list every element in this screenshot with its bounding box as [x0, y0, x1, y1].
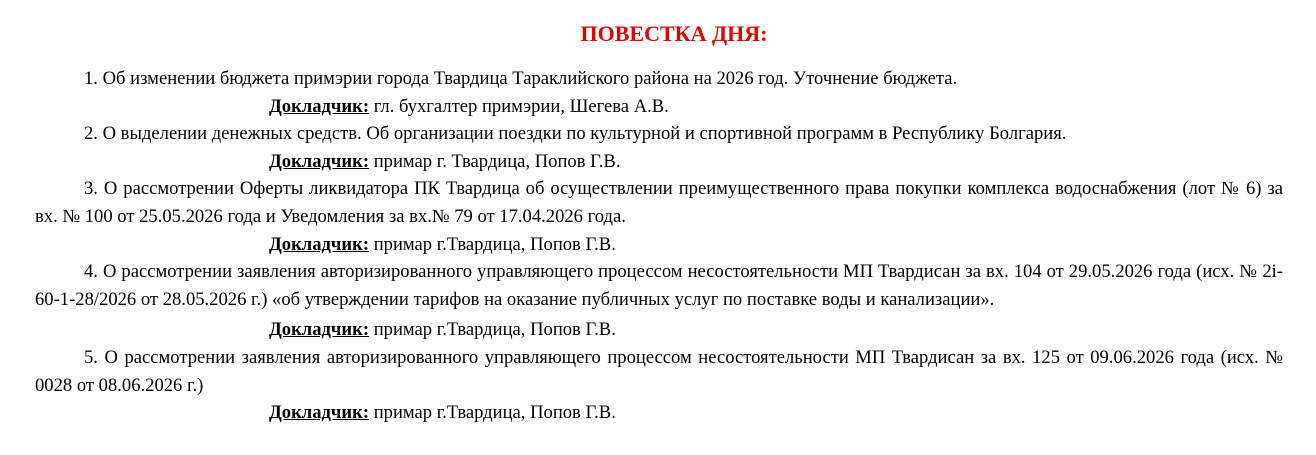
agenda-item-4	[35, 258, 1283, 313]
agenda-item-2	[35, 120, 1283, 148]
speaker-label: Докладчик:	[269, 319, 370, 341]
speaker-name: примар г. Твардица, Попов Г.В.	[369, 150, 621, 172]
speaker-line-2	[35, 148, 1283, 176]
agenda-item-text: О рассмотрении Оферты ликвидатора ПК Твардица об осуществлении преимущественного права покупки комплекса водоснабжения (лот № 6) за вх. № 100 от 25.05.2026 года и Уведомления за вх.№ 79 от 17.04.2026 года.	[35, 178, 1283, 227]
speaker-name: гл. бухгалтер примэрии, Шегева А.В.	[369, 95, 669, 117]
agenda-item-text: О рассмотрении заявления авторизированного управляющего процессом несостоятельности МП Твардисан за вх. 125 от 09.06.2026 года (исх. № 0028 от 08.06.2026 г.)	[35, 346, 1284, 396]
agenda-item-number: 5.	[84, 346, 98, 368]
speaker-name: примар г.Твардица, Попов Г.В.	[369, 319, 616, 341]
agenda-item-3	[35, 175, 1283, 230]
speaker-name: примар г.Твардица, Попов Г.В.	[369, 233, 616, 255]
agenda-title: ПОВЕСТКА ДНЯ:	[580, 21, 768, 46]
speaker-line-4	[35, 316, 1283, 344]
document-page	[35, 17, 1283, 427]
agenda-item-number: 4.	[84, 261, 98, 283]
agenda-item-text: О рассмотрении заявления авторизированного управляющего процессом несостоятельности МП Твардисан за вх. 104 от 29.05.2026 года (исх. № 2i-60-1-28/2026 от 28.05.2026 г.) «об утверждении тарифов на оказание публичных услуг по поставке воды и канализации».	[35, 261, 1283, 310]
agenda-item-number: 2.	[84, 123, 98, 145]
agenda-item-5	[35, 344, 1283, 399]
speaker-line-5	[35, 399, 1283, 427]
agenda-item-text: Об изменении бюджета примэрии города Твардица Тараклийского района на 2026 год. Уточнение бюджета.	[102, 68, 958, 89]
agenda-item-text: О выделении денежных средств. Об организации поездки по культурной и спортивной программ в Республику Болгария.	[102, 123, 1067, 145]
speaker-line-1	[35, 93, 1283, 121]
agenda-item-number: 3.	[84, 178, 98, 200]
speaker-label: Докладчик:	[269, 150, 370, 172]
speaker-line-3	[35, 231, 1283, 259]
agenda-item-1	[35, 65, 1283, 93]
agenda-item-number: 1.	[84, 68, 98, 89]
speaker-label: Докладчик:	[269, 402, 370, 424]
speaker-label: Докладчик:	[269, 233, 370, 255]
speaker-name: примар г.Твардица, Попов Г.В.	[369, 402, 616, 424]
speaker-label: Докладчик:	[269, 95, 370, 117]
